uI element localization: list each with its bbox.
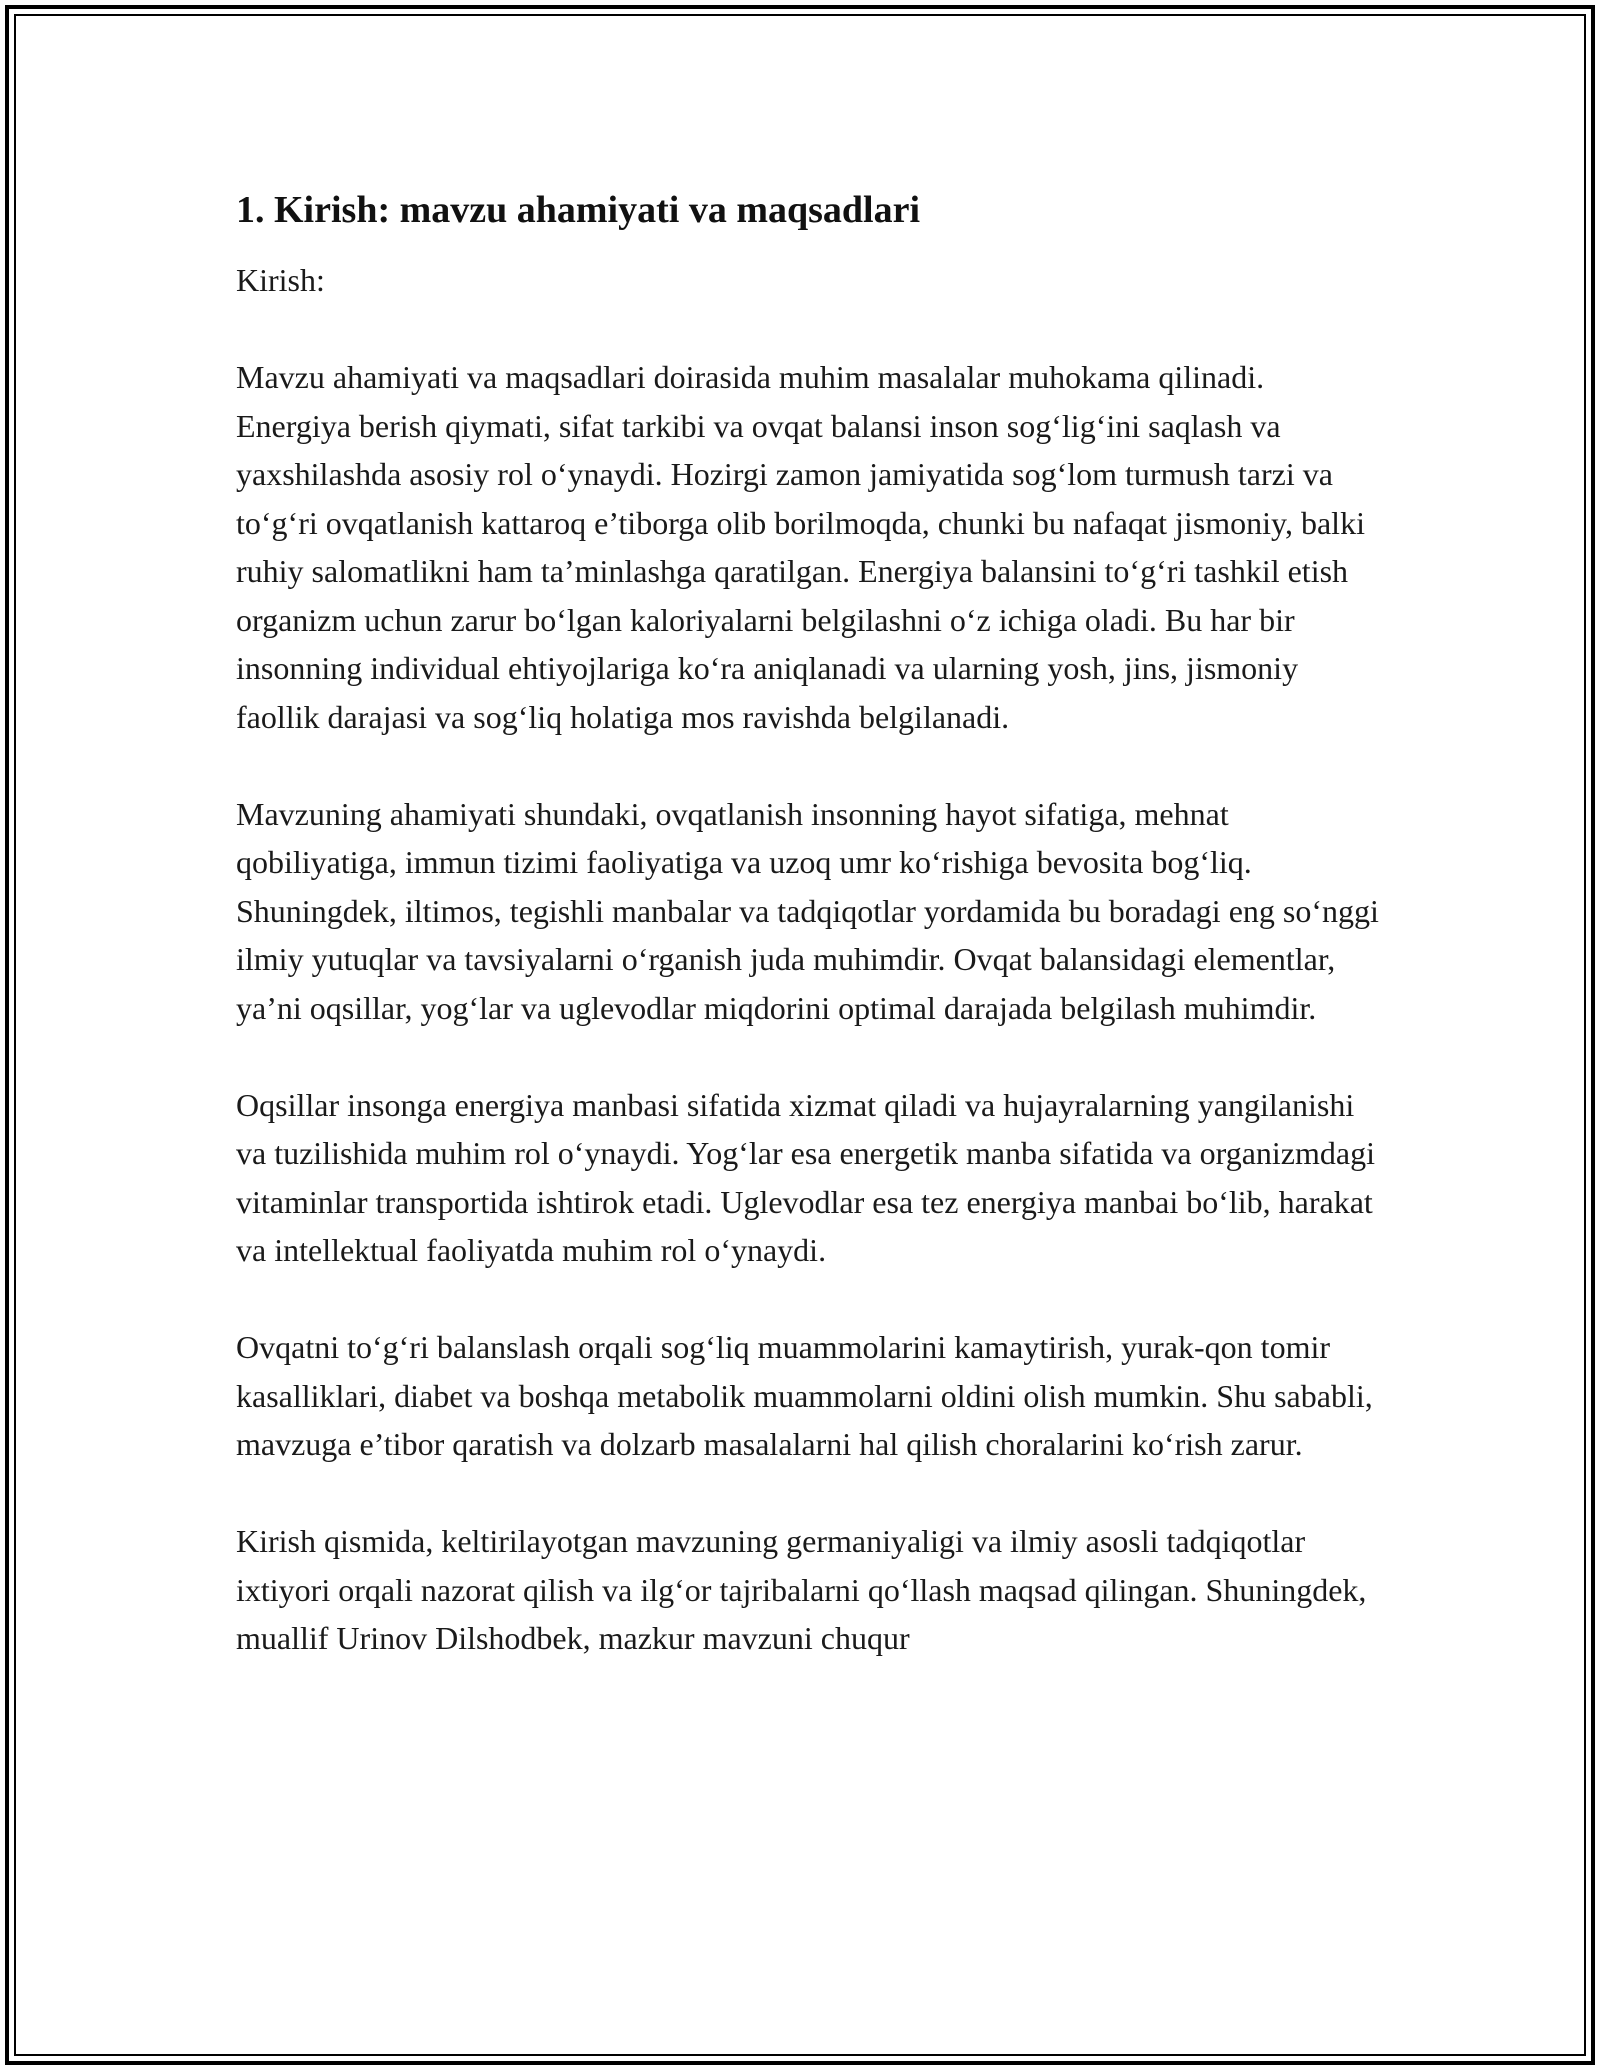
paragraph-2: Mavzuning ahamiyati shundaki, ovqatlanish insonning hayot sifatiga, mehnat qobiliyatiga, immun tizimi faoliyatiga va uzoq umr ko‘rishiga bevosita bog‘liq. Shuningdek, iltimos, tegishli manbalar va tadqiqotlar yordamida bu boradagi eng so‘nggi ilmiy yutuqlar va tavsiyalarni o‘rganish juda muhimdir. Ovqat balansidagi elementlar, ya’ni oqsillar, yog‘lar va uglevodlar miqdorini optimal darajada belgilash muhimdir. bbox=[236, 795, 1379, 1026]
paragraph-3: Oqsillar insonga energiya manbasi sifatida xizmat qiladi va hujayralarning yangilanishi va tuzilishida muhim rol o‘ynaydi. Yog‘lar esa energetik manba sifatida va organizmdagi vitaminlar transportida ishtirok etadi. Uglevodlar esa tez energiya manbai bo‘lib, harakat va intellektual faoliyatda muhim rol o‘ynaydi. bbox=[236, 1086, 1375, 1268]
paragraph-1: Mavzu ahamiyati va maqsadlari doirasida muhim masalalar muhokama qilinadi. Energiya berish qiymati, sifat tarkibi va ovqat balansi inson sog‘lig‘ini saqlash va yaxshilashda asosiy rol o‘ynaydi. Hozirgi zamon jamiyatida sog‘lom turmush tarzi va to‘g‘ri ovqatlanish kattaroq e’tiborga olib borilmoqda, chunki bu nafaqat jismoniy, balki ruhiy salomatlikni ham ta’minlashga qaratilgan. Energiya balansini to‘g‘ri tashkil etish organizm uchun zarur bo‘lgan kaloriyalarni belgilashni o‘z ichiga oladi. Bu har bir insonning individual ehtiyojlariga ko‘ra aniqlanadi va ularning yosh, jins, jismoniy faollik darajasi va sog‘liq holatiga mos ravishda belgilanadi. bbox=[236, 359, 1365, 735]
section-heading: 1. Kirish: mavzu ahamiyati va maqsadlari bbox=[236, 189, 921, 231]
paragraph-5: Kirish qismida, keltirilayotgan mavzuning germaniyaligi va ilmiy asosli tadqiqotlar ixtiyori orqali nazorat qilish va ilg‘or tajribalarni qo‘llash maqsad qilingan. Shuningdek, muallif Urinov Dilshodbek, mazkur mavzuni chuqur bbox=[236, 1523, 1367, 1656]
document-body bbox=[236, 186, 1386, 1711]
paragraph-4: Ovqatni to‘g‘ri balanslash orqali sog‘liq muammolarini kamaytirish, yurak-qon tomir kasalliklari, diabet va boshqa metabolik muammolarni oldini olish mumkin. Shu sababli, mavzuga e’tibor qaratish va dolzarb masalalarni hal qilish choralarini ko‘rish zarur. bbox=[236, 1329, 1373, 1462]
intro-label: Kirish: bbox=[236, 262, 325, 298]
